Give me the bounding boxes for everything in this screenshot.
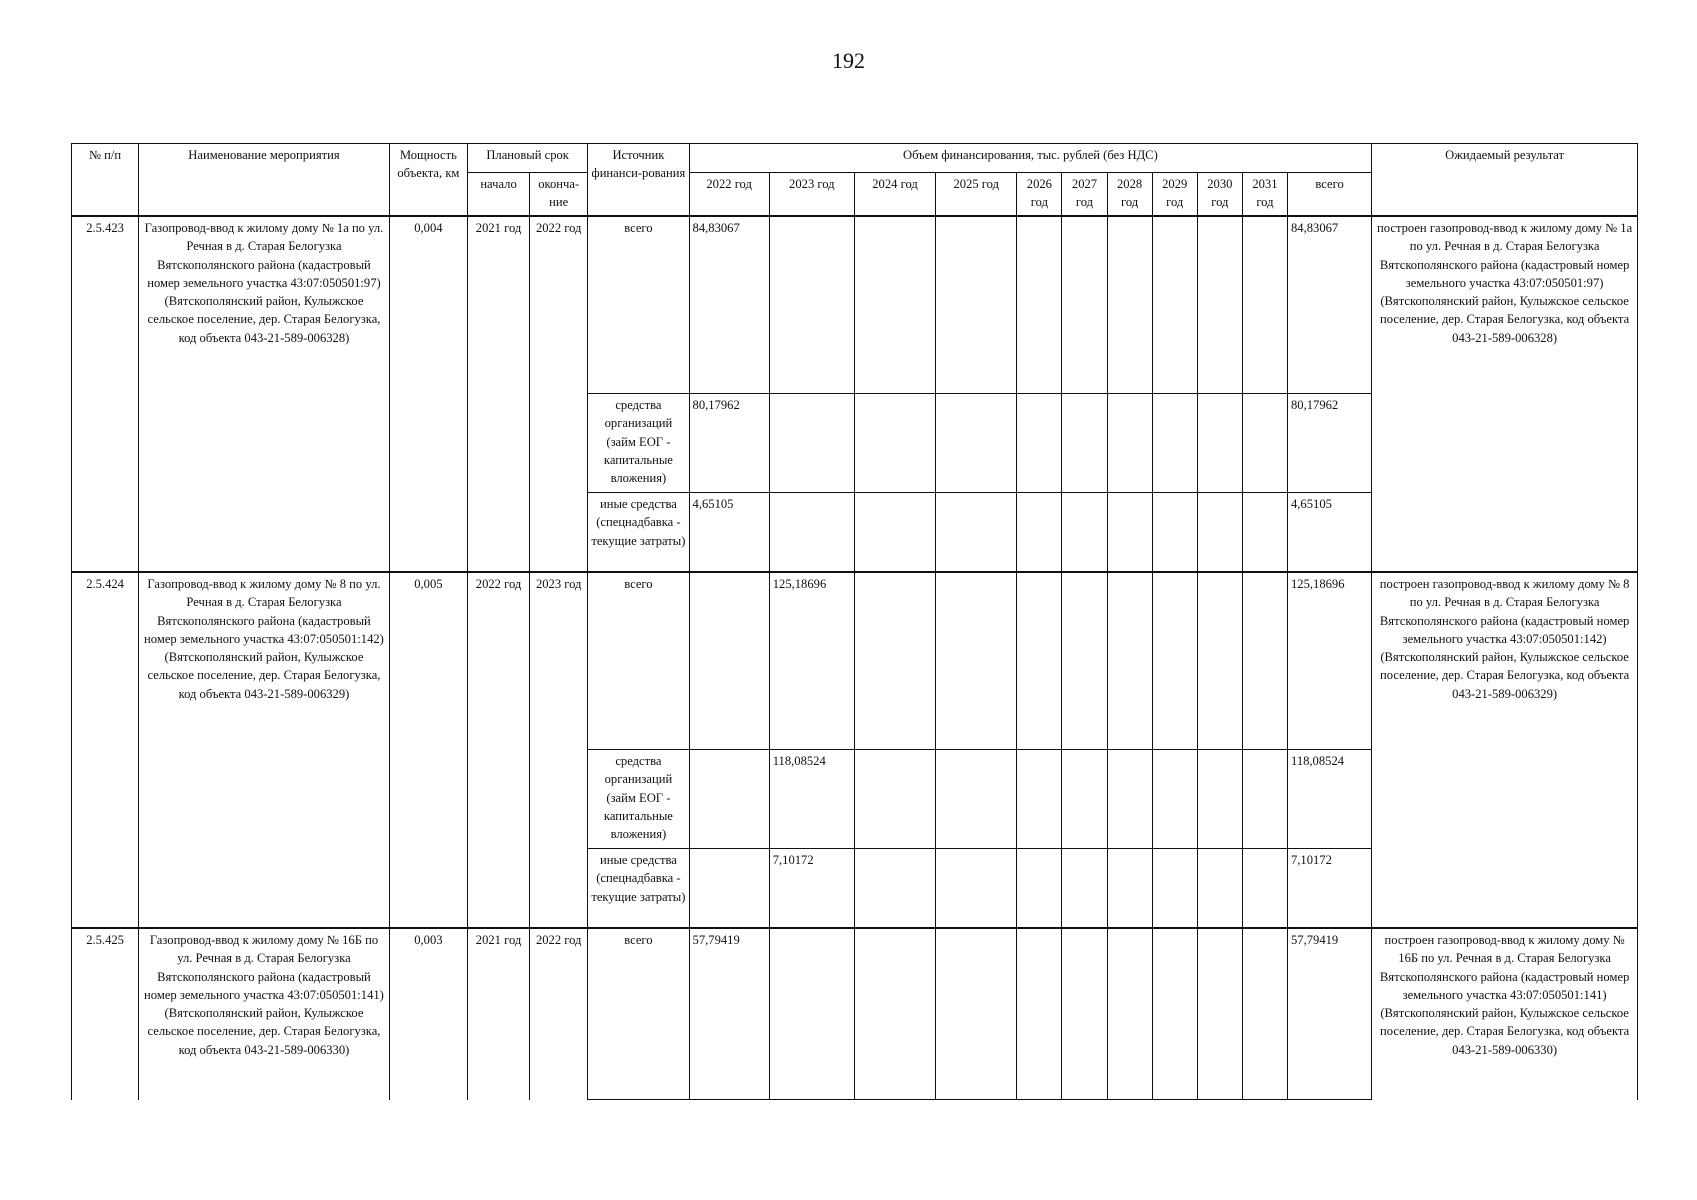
value-2028	[1107, 572, 1152, 750]
row-start: 2021 год	[467, 216, 529, 572]
source-label: иные средства (спецнадбавка - текущие затраты)	[588, 849, 689, 929]
header-start: начало	[467, 173, 529, 217]
value-total: 84,83067	[1287, 216, 1371, 394]
value-2030	[1197, 849, 1242, 929]
header-period: Плановый срок	[467, 144, 587, 173]
row-start: 2021 год	[467, 928, 529, 1100]
value-2029	[1152, 572, 1197, 750]
table-row	[72, 216, 1638, 394]
value-2030	[1197, 216, 1242, 394]
value-2024	[854, 493, 935, 573]
value-2023	[769, 216, 854, 394]
value-2031	[1242, 572, 1287, 750]
row-name: Газопровод-ввод к жилому дому № 16Б по ул. Речная в д. Старая Белогузка Вятскополянского района (кадастровый номер земельного участка 43:07:050501:141) (Вятскополянский район, Кулыжское сельское поселение, дер. Старая Белогузка, код объекта 043-21-589-006330)	[139, 928, 390, 1100]
header-year-2027: 2027 год	[1062, 173, 1107, 217]
row-result: построен газопровод-ввод к жилому дому № 1а по ул. Речная в д. Старая Белогузка Вятскополянского района (кадастровый номер земельного участка 43:07:050501:97) (Вятскополянский район, Кулыжское сельское поселение, дер. Старая Белогузка, код объекта 043-21-589-006328)	[1372, 216, 1638, 572]
value-2031	[1242, 216, 1287, 394]
value-2027	[1062, 750, 1107, 849]
value-total: 118,08524	[1287, 750, 1371, 849]
value-2030	[1197, 750, 1242, 849]
value-2028	[1107, 394, 1152, 493]
value-2027	[1062, 928, 1107, 1100]
value-2027	[1062, 572, 1107, 750]
value-2030	[1197, 572, 1242, 750]
value-2023	[769, 493, 854, 573]
value-total: 80,17962	[1287, 394, 1371, 493]
header-capacity: Мощность объекта, км	[389, 144, 467, 217]
row-capacity: 0,003	[389, 928, 467, 1100]
row-number: 2.5.424	[72, 572, 139, 928]
value-2028	[1107, 493, 1152, 573]
value-2027	[1062, 849, 1107, 929]
header-year-2024: 2024 год	[854, 173, 935, 217]
value-2029	[1152, 493, 1197, 573]
value-2024	[854, 849, 935, 929]
value-2030	[1197, 394, 1242, 493]
value-2026	[1017, 216, 1062, 394]
value-2025	[936, 928, 1017, 1100]
header-num: № п/п	[72, 144, 139, 217]
value-2027	[1062, 493, 1107, 573]
header-year-2022: 2022 год	[689, 173, 769, 217]
header-total: всего	[1287, 173, 1371, 217]
header-result: Ожидаемый результат	[1372, 144, 1638, 217]
row-number: 2.5.425	[72, 928, 139, 1100]
value-2022	[689, 750, 769, 849]
row-name: Газопровод-ввод к жилому дому № 8 по ул. Речная в д. Старая Белогузка Вятскополянского района (кадастровый номер земельного участка 43:07:050501:142) (Вятскополянский район, Кулыжское сельское поселение, дер. Старая Белогузка, код объекта 043-21-589-006329)	[139, 572, 390, 928]
value-2029	[1152, 394, 1197, 493]
value-2031	[1242, 750, 1287, 849]
value-2025	[936, 750, 1017, 849]
header-end: оконча-ние	[530, 173, 588, 217]
value-2024	[854, 928, 935, 1100]
value-2022	[689, 849, 769, 929]
value-total: 125,18696	[1287, 572, 1371, 750]
row-end: 2022 год	[530, 928, 588, 1100]
value-2026	[1017, 394, 1062, 493]
value-2029	[1152, 928, 1197, 1100]
value-2026	[1017, 849, 1062, 929]
page-number: 192	[832, 48, 865, 73]
row-result: построен газопровод-ввод к жилому дому № 16Б по ул. Речная в д. Старая Белогузка Вятскополянского района (кадастровый номер земельного участка 43:07:050501:141) (Вятскополянский район, Кулыжское сельское поселение, дер. Старая Белогузка, код объекта 043-21-589-006330)	[1372, 928, 1638, 1100]
value-total: 57,79419	[1287, 928, 1371, 1100]
row-start: 2022 год	[467, 572, 529, 928]
value-2024	[854, 216, 935, 394]
value-2024	[854, 572, 935, 750]
row-name: Газопровод-ввод к жилому дому № 1а по ул. Речная в д. Старая Белогузка Вятскополянского района (кадастровый номер земельного участка 43:07:050501:97) (Вятскополянский район, Кулыжское сельское поселение, дер. Старая Белогузка, код объекта 043-21-589-006328)	[139, 216, 390, 572]
value-2027	[1062, 394, 1107, 493]
header-year-2031: 2031 год	[1242, 173, 1287, 217]
value-2029	[1152, 216, 1197, 394]
value-2031	[1242, 849, 1287, 929]
row-capacity: 0,004	[389, 216, 467, 572]
header-year-2029: 2029 год	[1152, 173, 1197, 217]
value-2023	[769, 394, 854, 493]
header-year-2030: 2030 год	[1197, 173, 1242, 217]
value-total: 4,65105	[1287, 493, 1371, 573]
row-end: 2023 год	[530, 572, 588, 928]
value-2030	[1197, 493, 1242, 573]
value-2024	[854, 394, 935, 493]
value-2030	[1197, 928, 1242, 1100]
value-2026	[1017, 928, 1062, 1100]
value-2022: 80,17962	[689, 394, 769, 493]
value-2025	[936, 572, 1017, 750]
source-label: всего	[588, 572, 689, 750]
value-2023: 125,18696	[769, 572, 854, 750]
header-year-2025: 2025 год	[936, 173, 1017, 217]
value-2028	[1107, 750, 1152, 849]
header-year-2026: 2026 год	[1017, 173, 1062, 217]
value-2028	[1107, 216, 1152, 394]
table-row	[72, 572, 1638, 750]
value-2025	[936, 394, 1017, 493]
row-capacity: 0,005	[389, 572, 467, 928]
value-2028	[1107, 849, 1152, 929]
source-label: средства организаций (займ ЕОГ - капитальные вложения)	[588, 394, 689, 493]
value-2023: 118,08524	[769, 750, 854, 849]
value-2028	[1107, 928, 1152, 1100]
value-2023: 7,10172	[769, 849, 854, 929]
value-2025	[936, 216, 1017, 394]
value-2025	[936, 493, 1017, 573]
value-2022	[689, 572, 769, 750]
source-label: средства организаций (займ ЕОГ - капитальные вложения)	[588, 750, 689, 849]
header-source: Источник финанси-рования	[588, 144, 689, 217]
value-2031	[1242, 394, 1287, 493]
row-result: построен газопровод-ввод к жилому дому № 8 по ул. Речная в д. Старая Белогузка Вятскополянского района (кадастровый номер земельного участка 43:07:050501:142) (Вятскополянский район, Кулыжское сельское поселение, дер. Старая Белогузка, код объекта 043-21-589-006329)	[1372, 572, 1638, 928]
row-number: 2.5.423	[72, 216, 139, 572]
header-year-2028: 2028 год	[1107, 173, 1152, 217]
value-2023	[769, 928, 854, 1100]
header-name: Наименование мероприятия	[139, 144, 390, 217]
value-2024	[854, 750, 935, 849]
source-label: всего	[588, 928, 689, 1100]
row-end: 2022 год	[530, 216, 588, 572]
source-label: всего	[588, 216, 689, 394]
header-year-2023: 2023 год	[769, 173, 854, 217]
value-2026	[1017, 572, 1062, 750]
header-funding: Объем финансирования, тыс. рублей (без НДС)	[689, 144, 1372, 173]
value-2031	[1242, 493, 1287, 573]
value-2026	[1017, 493, 1062, 573]
value-total: 7,10172	[1287, 849, 1371, 929]
funding-table	[71, 143, 1638, 1100]
value-2026	[1017, 750, 1062, 849]
value-2025	[936, 849, 1017, 929]
source-label: иные средства (спецнадбавка - текущие затраты)	[588, 493, 689, 573]
value-2029	[1152, 849, 1197, 929]
value-2022: 57,79419	[689, 928, 769, 1100]
value-2029	[1152, 750, 1197, 849]
value-2022: 4,65105	[689, 493, 769, 573]
value-2031	[1242, 928, 1287, 1100]
value-2027	[1062, 216, 1107, 394]
table-row	[72, 928, 1638, 1100]
value-2022: 84,83067	[689, 216, 769, 394]
